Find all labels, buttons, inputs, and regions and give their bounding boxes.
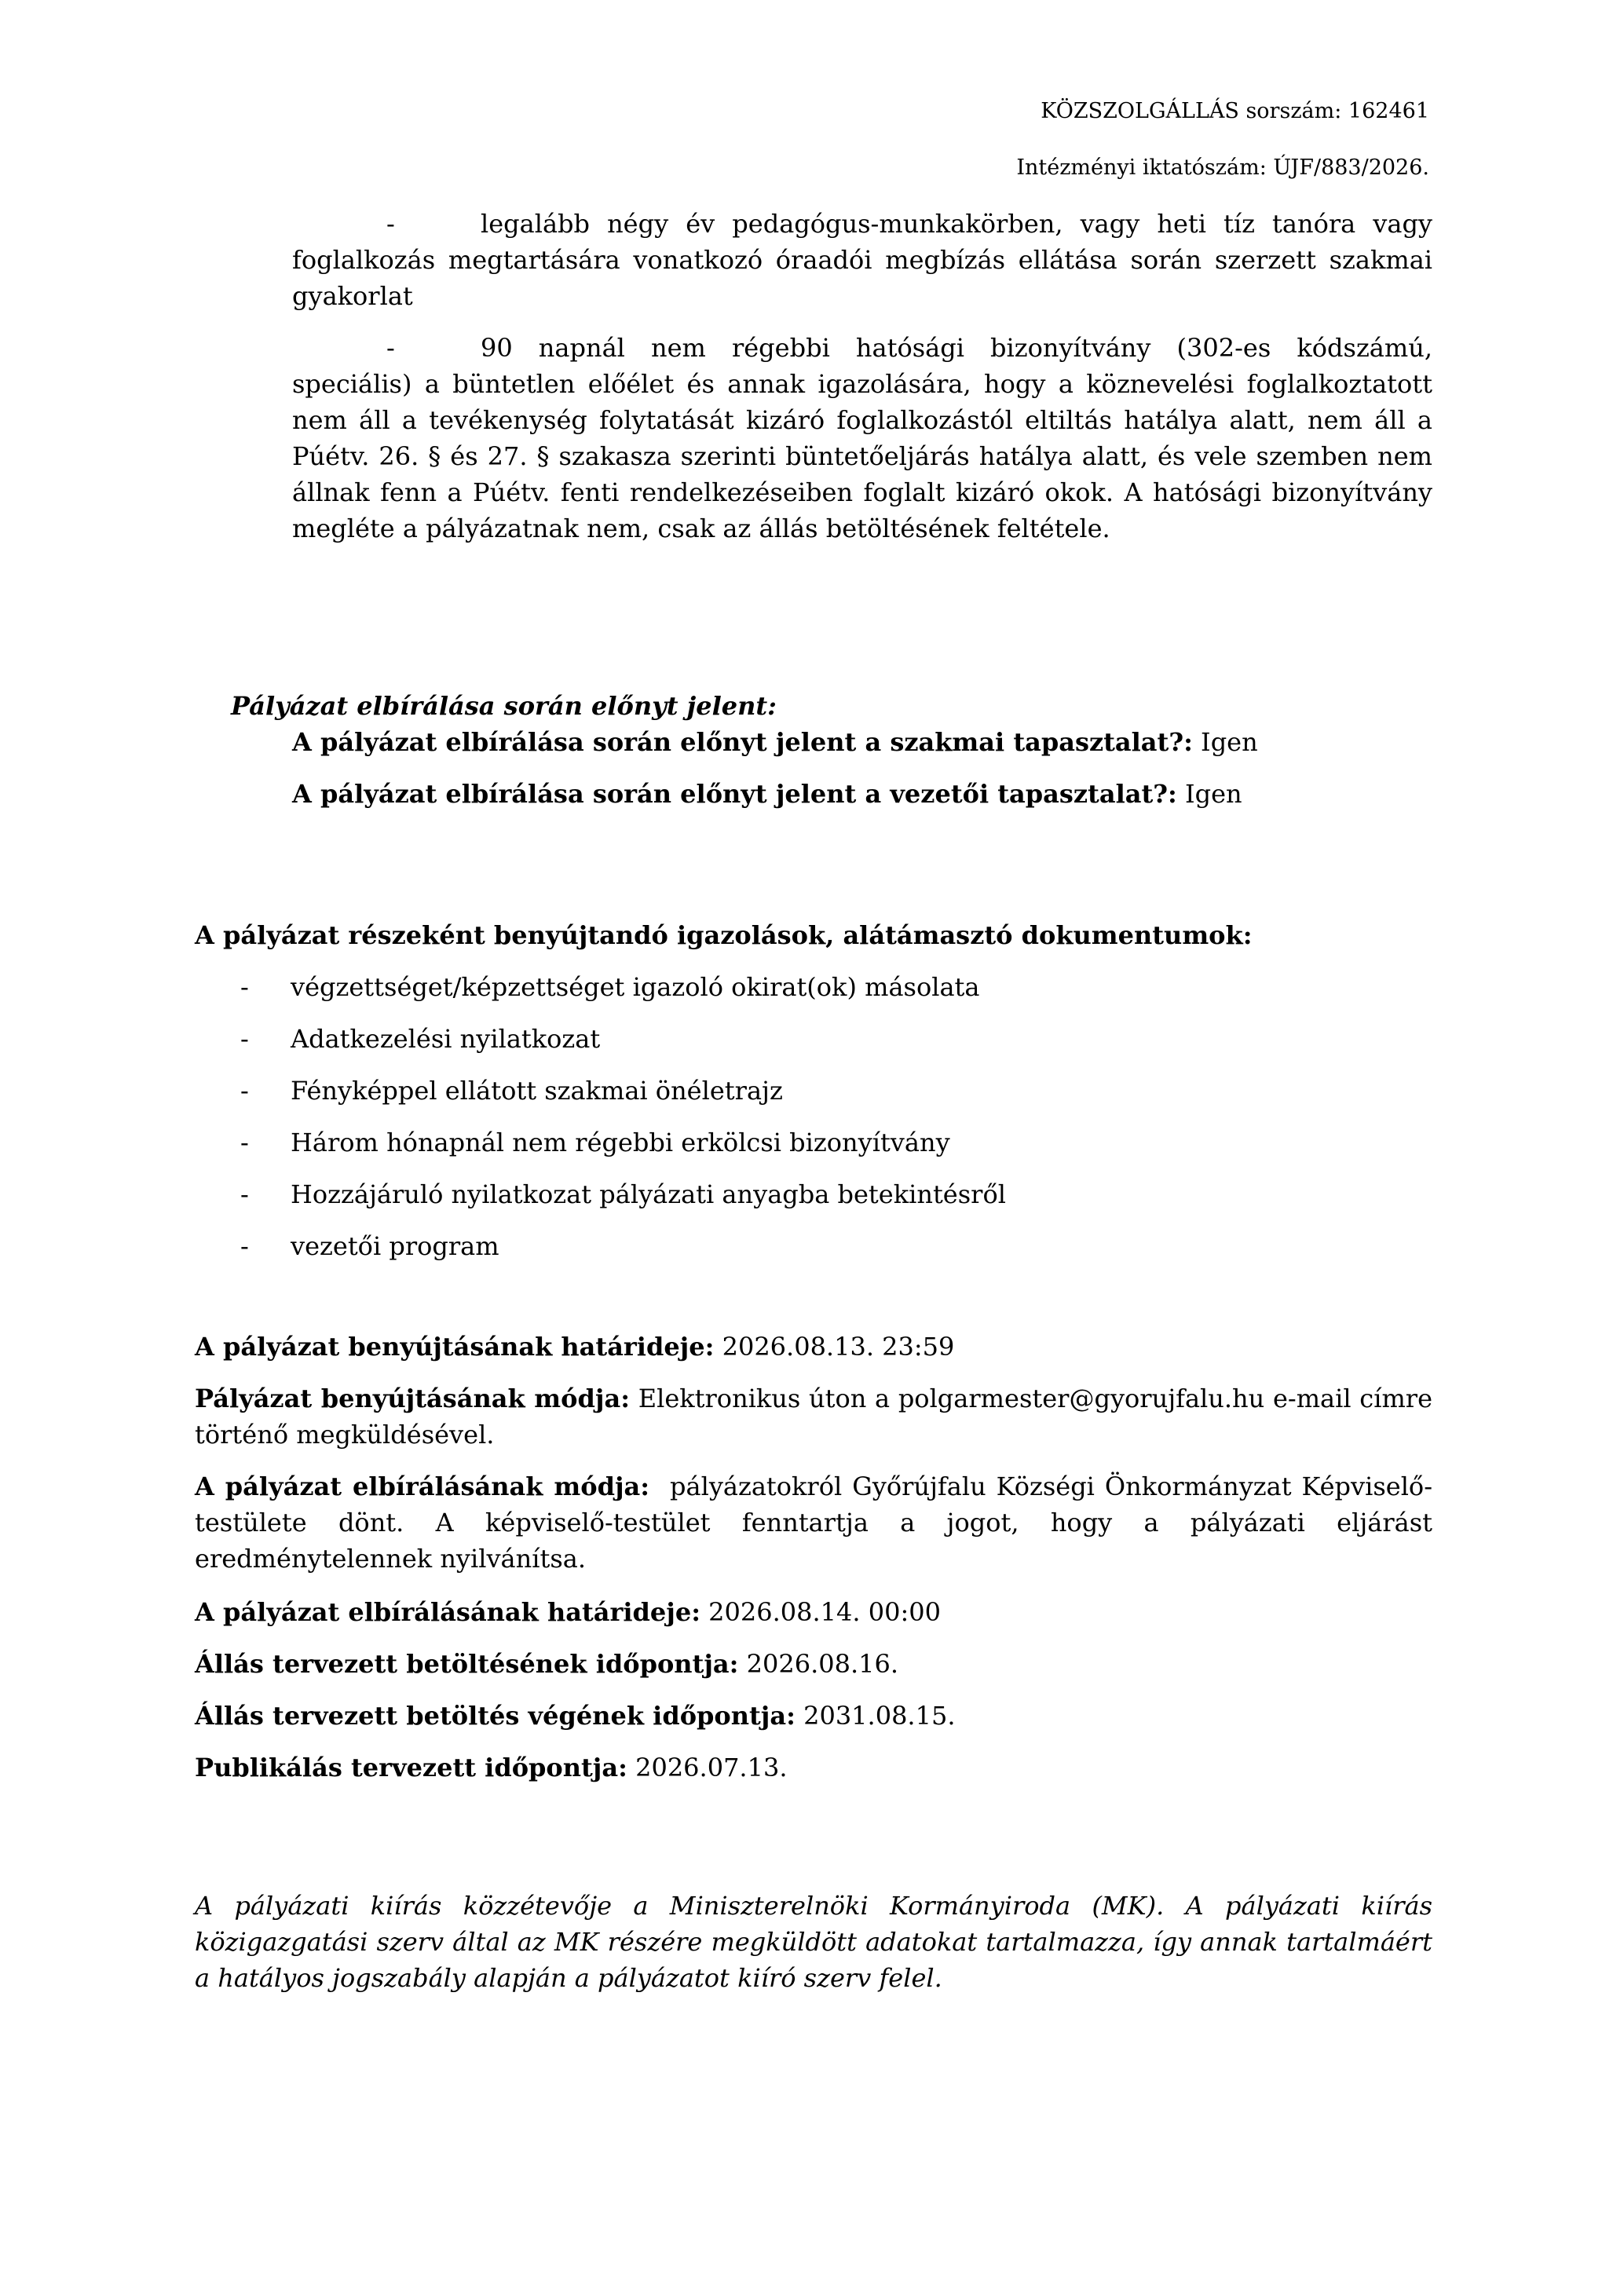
list-item (240, 1073, 1006, 1124)
field-value: 2026.07.13. (635, 1753, 788, 1782)
footer-note: A pályázati kiírás közzétevője a Miniszterelnöki Kormányiroda (MK). A pályázati kiírás közigazgatási szerv által az MK részére megküldött adatokat tartalmazza, így annak tartalmáért a hatályos jogszabály alapján a pályázatot kiíró szerv felel. (195, 1891, 1432, 1993)
bullet-dash: - (240, 1179, 249, 1209)
list-item-text: Adatkezelési nyilatkozat (291, 1024, 601, 1054)
advantage-heading: Pályázat elbírálása során előnyt jelent: (231, 691, 777, 721)
requirement-text: legalább négy év pedagógus-munkakörben, vagy heti tíz tanóra vagy foglalkozás megtartására vonatkozó óraadói megbízás ellátása során szerzett szakmai gyakorlat (292, 209, 1432, 311)
filing-number: Intézményi iktatószám: ÚJF/883/2026. (1016, 155, 1429, 180)
list-item-text: vezetői program (291, 1231, 499, 1261)
requirement-dash: - (386, 333, 395, 363)
advantage-value: Igen (1184, 779, 1242, 809)
field-label: A pályázat elbírálásának módja: (195, 1472, 650, 1501)
evaluation-method (195, 1468, 1432, 1577)
list-item (240, 1021, 1006, 1073)
requirement-item (292, 206, 1432, 314)
list-item (240, 1176, 1006, 1228)
planned-end (195, 1698, 955, 1734)
serial-number: KÖZSZOLGÁLLÁS sorszám: 162461 (1041, 99, 1429, 123)
advantage-value: Igen (1201, 727, 1258, 757)
list-item-text: Fényképpel ellátott szakmai önéletrajz (291, 1076, 783, 1106)
publication-date (195, 1749, 787, 1786)
bullet-dash: - (240, 1024, 249, 1054)
evaluation-deadline (195, 1594, 941, 1630)
field-label: Publikálás tervezett időpontja: (195, 1753, 627, 1782)
field-label: Állás tervezett betöltés végének időpontja: (195, 1701, 796, 1731)
list-item-text: Hozzájáruló nyilatkozat pályázati anyagba betekintésről (291, 1179, 1006, 1209)
list-item (240, 969, 1006, 1021)
documents-list (240, 969, 1006, 1280)
submission-method (195, 1380, 1432, 1453)
list-item (240, 1124, 1006, 1176)
field-value: pályázatokról Győrújfalu Községi Önkormányzat Képviselő-testülete dönt. A képviselő-testület fenntartja a jogot, hogy a pályázati eljárást eredménytelennek nyilvánítsa. (195, 1472, 1432, 1574)
advantage-label: A pályázat elbírálása során előnyt jelent a vezetői tapasztalat?: (292, 779, 1177, 809)
bullet-dash: - (240, 1128, 249, 1157)
bullet-dash: - (240, 972, 249, 1002)
field-value: 2026.08.13. 23:59 (722, 1332, 955, 1362)
field-label: A pályázat benyújtásának határideje: (195, 1332, 715, 1362)
field-value: 2026.08.14. 00:00 (708, 1597, 941, 1627)
field-value: Elektronikus úton a polgarmester@gyorujfalu.hu e-mail címre történő megküldésével. (195, 1384, 1433, 1450)
field-label: Állás tervezett betöltésének időpontja: (195, 1649, 739, 1679)
list-item-text: Három hónapnál nem régebbi erkölcsi bizonyítvány (291, 1128, 950, 1157)
documents-heading: A pályázat részeként benyújtandó igazolások, alátámasztó dokumentumok: (195, 920, 1253, 950)
advantage-item (292, 724, 1258, 760)
field-value: 2031.08.15. (803, 1701, 956, 1731)
requirement-text: 90 napnál nem régebbi hatósági bizonyítvány (302-es kódszámú, speciális) a büntetlen előélet és annak igazolására, hogy a köznevelési foglalkoztatott nem áll a tevékenység folytatását kizáró foglalkozástól eltiltás hatálya alatt, nem áll a Púétv. 26. § és 27. § szakasza szerinti büntetőeljárás hatálya alatt, és vele szemben nem állnak fenn a Púétv. fenti rendelkezéseiben foglalt kizáró okok. A hatósági bizonyítvány megléte a pályázatnak nem, csak az állás betöltésének feltétele. (292, 333, 1432, 543)
advantage-label: A pályázat elbírálása során előnyt jelent a szakmai tapasztalat?: (292, 727, 1193, 757)
field-label: Pályázat benyújtásának módja: (195, 1384, 631, 1413)
list-item (240, 1228, 1006, 1280)
planned-start (195, 1646, 898, 1682)
bullet-dash: - (240, 1076, 249, 1106)
advantage-item (292, 776, 1242, 812)
bullet-dash: - (240, 1231, 249, 1261)
requirement-item (292, 330, 1432, 547)
submission-deadline (195, 1329, 954, 1365)
requirement-dash: - (386, 209, 395, 239)
field-value: 2026.08.16. (746, 1649, 899, 1679)
field-label: A pályázat elbírálásának határideje: (195, 1597, 700, 1627)
list-item-text: végzettséget/képzettséget igazoló okirat(ok) másolata (291, 972, 980, 1002)
